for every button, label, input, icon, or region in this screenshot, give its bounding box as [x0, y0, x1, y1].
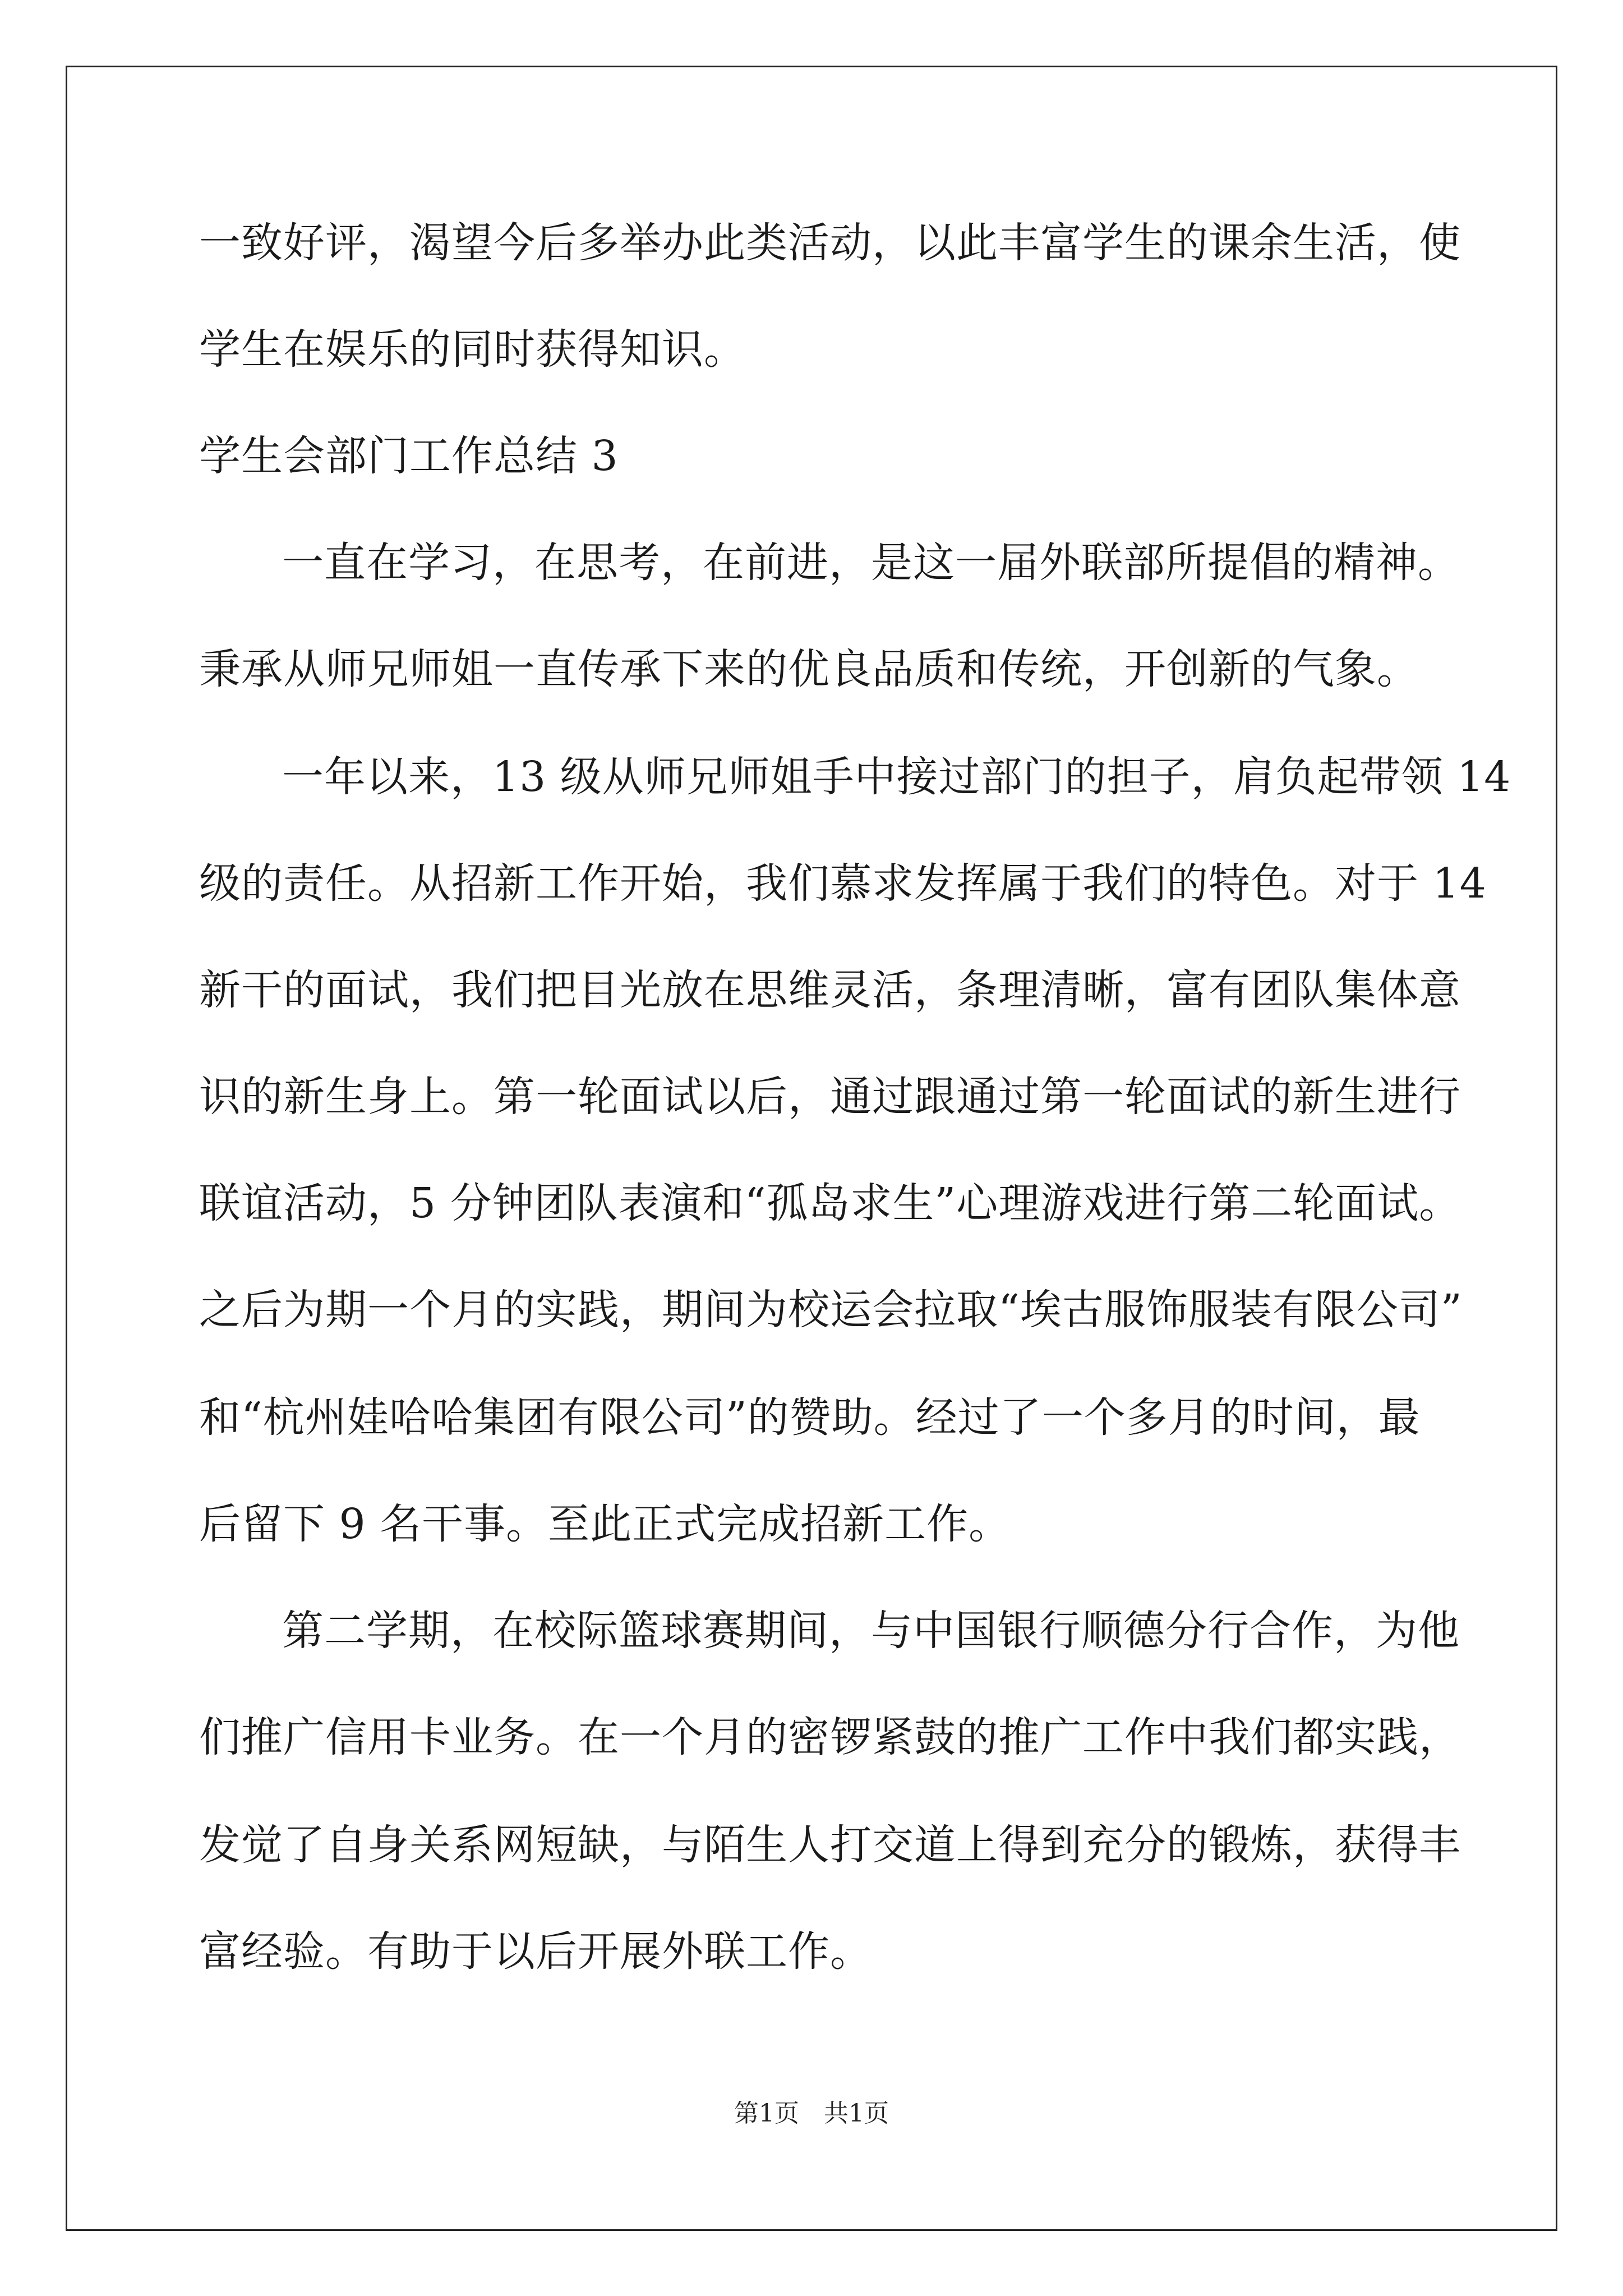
text-line: 发觉了自身关系网短缺，与陌生人打交道上得到充分的锻炼，获得丰: [199, 1821, 1461, 1869]
paragraph-first-line: 一年以来，13 级从师兄师姐手中接过部门的担子，肩负起带领 14: [282, 753, 1511, 801]
section-heading: 学生会部门工作总结 3: [199, 432, 619, 480]
text-line: 级的责任。从招新工作开始，我们慕求发挥属于我们的特色。对于 14: [199, 859, 1487, 908]
text-line: 新干的面试，我们把目光放在思维灵活，条理清晰，富有团队集体意: [199, 966, 1461, 1014]
text-line: 和“杭州娃哈哈集团有限公司”的赞助。经过了一个多月的时间，最: [199, 1393, 1421, 1442]
text-line: 富经验。有助于以后开展外联工作。: [199, 1927, 872, 1976]
page-total: 共1页: [824, 2099, 889, 2128]
page-number: 第1页: [734, 2099, 799, 2128]
paragraph-first-line: 第二学期，在校际篮球赛期间，与中国银行顺德分行合作，为他: [282, 1607, 1460, 1655]
text-line: 识的新生身上。第一轮面试以后，通过跟通过第一轮面试的新生进行: [199, 1073, 1461, 1121]
text-line: 学生在娱乐的同时获得知识。: [199, 325, 746, 374]
page-border: [66, 66, 1557, 2231]
text-line: 后留下 9 名干事。至此正式完成招新工作。: [199, 1500, 1011, 1548]
text-line: 一致好评，渴望今后多举办此类活动，以此丰富学生的课余生活，使: [199, 219, 1461, 267]
text-line: 联谊活动，5 分钟团队表演和“孤岛求生”心理游戏进行第二轮面试。: [199, 1179, 1461, 1227]
text-line: 之后为期一个月的实践，期间为校运会拉取“埃古服饰服装有限公司”: [199, 1286, 1463, 1334]
paragraph-first-line: 一直在学习，在思考，在前进，是这一届外联部所提倡的精神。: [282, 539, 1460, 587]
page-footer: [0, 2097, 1623, 2131]
text-line: 秉承从师兄师姐一直传承下来的优良品质和传统，开创新的气象。: [199, 645, 1419, 693]
text-line: 们推广信用卡业务。在一个月的密锣紧鼓的推广工作中我们都实践，: [199, 1713, 1461, 1761]
